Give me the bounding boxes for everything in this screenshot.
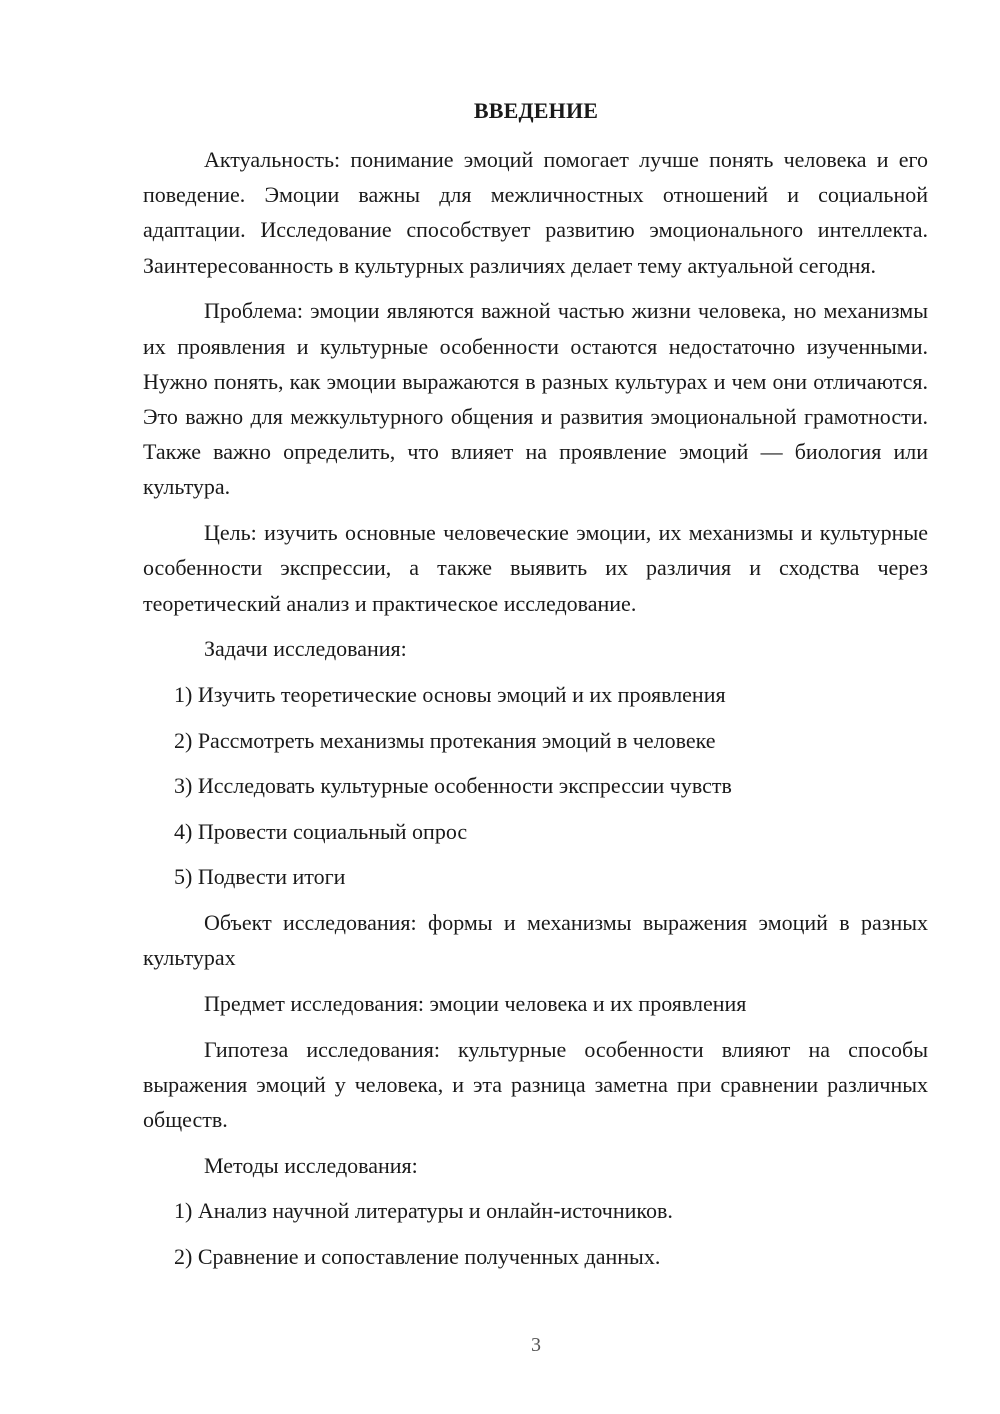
- tasks-list: [143, 677, 928, 895]
- page-title: ВВЕДЕНИЕ: [473, 98, 599, 123]
- subject-paragraph: Предмет исследования: эмоции человека и их проявления: [204, 990, 747, 1016]
- method-item: 1) Анализ научной литературы и онлайн-источников.: [174, 1198, 673, 1224]
- page-number: 3: [531, 1334, 541, 1356]
- task-item: 5) Подвести итоги: [174, 864, 346, 890]
- relevance-paragraph: Актуальность: понимание эмоций помогает лучше понять человека и его поведение. Эмоции важны для межличностных отношений и социальной адаптации. Исследование способствует развитию эмоционального интеллекта. Заинтересованность в культурных различиях делает тему актуальной сегодня.: [143, 147, 928, 278]
- problem-paragraph: Проблема: эмоции являются важной частью жизни человека, но механизмы их проявления и культурные особенности остаются недостаточно изученными. Нужно понять, как эмоции выражаются в разных культурах и чем они отличаются. Это важно для межкультурного общения и развития эмоциональной грамотности. Также важно определить, что влияет на проявление эмоций — биология или культура.: [143, 298, 928, 500]
- document-body: [143, 142, 928, 1285]
- task-item: 1) Изучить теоретические основы эмоций и их проявления: [174, 682, 726, 708]
- hypothesis-paragraph: Гипотеза исследования: культурные особенности влияют на способы выражения эмоций у человека, и эта разница заметна при сравнении различных обществ.: [143, 1036, 928, 1132]
- task-item: 3) Исследовать культурные особенности экспрессии чувств: [174, 773, 732, 799]
- task-item: 4) Провести социальный опрос: [174, 818, 468, 844]
- methods-list: [143, 1193, 928, 1274]
- goal-paragraph: Цель: изучить основные человеческие эмоции, их механизмы и культурные особенности экспрессии, а также выявить их различия и сходства через теоретический анализ и практическое исследование.: [143, 520, 928, 616]
- object-paragraph: Объект исследования: формы и механизмы выражения эмоций в разных культурах: [143, 909, 928, 971]
- methods-heading: Методы исследования:: [204, 1152, 418, 1178]
- tasks-heading: Задачи исследования:: [204, 636, 407, 662]
- method-item: 2) Сравнение и сопоставление полученных данных.: [174, 1243, 661, 1269]
- task-item: 2) Рассмотреть механизмы протекания эмоций в человеке: [174, 727, 716, 753]
